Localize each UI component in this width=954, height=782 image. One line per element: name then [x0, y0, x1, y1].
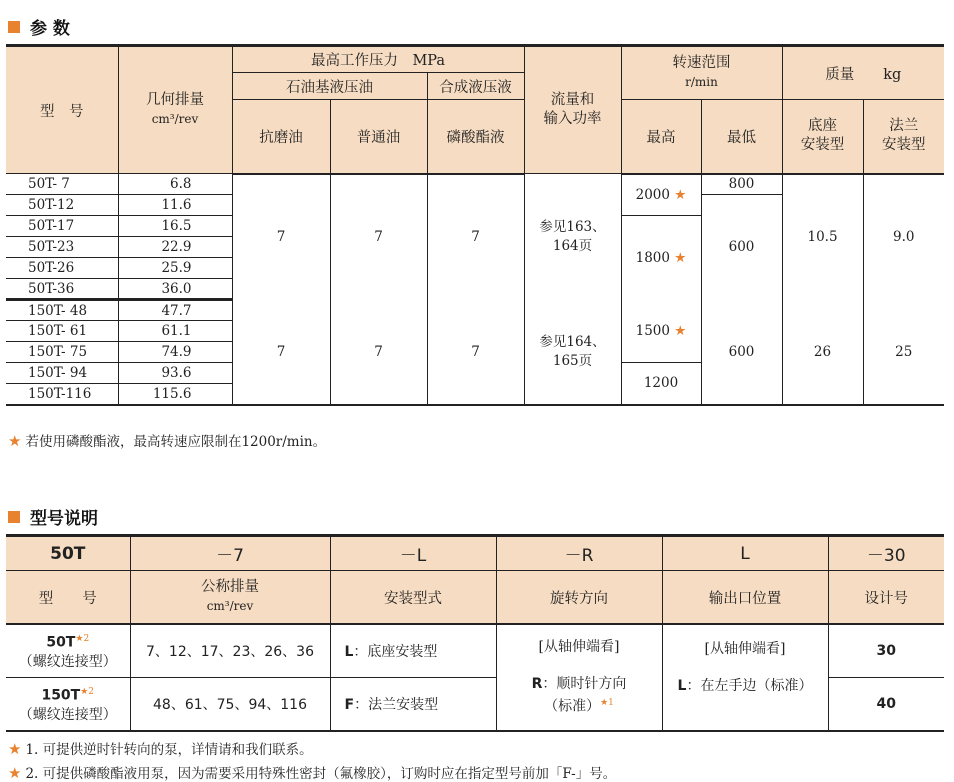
star2-icon: ★2 — [75, 634, 90, 645]
head-disp-label: 几何排量 — [146, 92, 204, 108]
head-phosphate: 磷酸酯液 — [427, 100, 524, 174]
label-disp-l2: cm³/rev — [206, 599, 254, 613]
row2-mount — [330, 678, 496, 732]
g2-base: 26 — [782, 300, 863, 405]
star2-icon: ★2 — [80, 687, 95, 698]
code-disp: －7 — [130, 536, 330, 571]
model-cell: 150T-116 — [6, 384, 118, 405]
disp-cell: 25.9 — [118, 258, 232, 279]
g2-min: 600 — [701, 300, 782, 405]
g1-min-b: 600 — [701, 195, 782, 300]
port-cell — [662, 624, 828, 731]
head-speed-unit: r/min — [685, 75, 718, 89]
params-table — [6, 44, 944, 406]
label-mount: 安装型式 — [330, 571, 496, 625]
orange-square-icon — [8, 21, 20, 33]
model-cell: 150T- 61 — [6, 321, 118, 342]
g1-max-a-value: 2000 — [635, 186, 670, 203]
g1-antiwear: 7 — [232, 174, 330, 300]
label-port: 输出口位置 — [662, 571, 828, 625]
port-view: [从轴伸端看] — [704, 641, 786, 657]
g1-flow-l1: 参见163、 — [539, 218, 606, 235]
code-mount: －L — [330, 536, 496, 571]
port-text: ：在左手边（标准） — [686, 678, 813, 694]
star-icon: ★ — [8, 432, 22, 450]
row2-model — [6, 678, 130, 732]
table-row — [6, 300, 944, 321]
code-port: L — [662, 536, 828, 571]
row2-design: 40 — [828, 678, 944, 732]
rotation-cell — [496, 624, 662, 731]
star1-icon: ★1 — [600, 698, 614, 709]
disp-cell: 93.6 — [118, 363, 232, 384]
head-flow-l1: 流量和 — [550, 92, 595, 108]
params-note-text: 若使用磷酸酯液，最高转速应限制在1200r/min。 — [25, 434, 327, 450]
row1-mount-text: ：底座安装型 — [353, 644, 438, 660]
footnote-1 — [8, 738, 313, 758]
code-rotation: －R — [496, 536, 662, 571]
params-note — [8, 430, 326, 450]
footnote-2 — [8, 762, 616, 782]
head-base-l1: 底座 — [808, 118, 838, 135]
model-cell: 150T- 75 — [6, 342, 118, 363]
label-model: 型 号 — [6, 571, 130, 625]
head-max: 最高 — [621, 100, 701, 174]
row2-model-note: （螺纹连接型） — [18, 706, 117, 723]
g2-phosphate: 7 — [427, 300, 524, 405]
head-model: 型 号 — [6, 46, 118, 174]
g1-phosphate: 7 — [427, 174, 524, 300]
head-displacement — [118, 46, 232, 174]
row2-disp: 48、61、75、94、116 — [130, 678, 330, 732]
star-icon: ★ — [674, 186, 687, 203]
g1-flow-l2: 164页 — [552, 237, 593, 254]
head-speed — [621, 46, 782, 100]
disp-cell: 115.6 — [118, 384, 232, 405]
disp-cell: 36.0 — [118, 279, 232, 300]
code-row — [6, 536, 944, 571]
g2-flange: 25 — [863, 300, 944, 405]
section-title-model — [8, 504, 98, 529]
star-icon: ★ — [8, 740, 22, 758]
code-model: 50T — [6, 536, 130, 571]
g1-max-b — [621, 216, 701, 300]
model-cell: 50T-26 — [6, 258, 118, 279]
model-cell: 50T- 7 — [6, 174, 118, 195]
row1-design: 30 — [828, 624, 944, 678]
head-flange — [863, 100, 944, 174]
head-disp-unit: cm³/rev — [151, 112, 199, 126]
row1-disp: 7、12、17、23、26、36 — [130, 624, 330, 678]
model-code-table — [6, 534, 944, 732]
g2-antiwear: 7 — [232, 300, 330, 405]
head-petroleum: 石油基液压油 — [232, 73, 427, 100]
head-speed-label: 转速范围 — [672, 55, 731, 71]
rotation-std: （标准） — [544, 698, 601, 715]
g2-max-b: 1200 — [621, 363, 701, 405]
head-flow-l2: 输入功率 — [543, 111, 602, 127]
g2-ordinary: 7 — [330, 300, 427, 405]
head-mass: 质量 kg — [782, 46, 944, 100]
table-row — [6, 174, 944, 195]
head-ordinary: 普通油 — [330, 100, 427, 174]
rotation-view: [从轴伸端看] — [538, 639, 620, 656]
disp-cell: 11.6 — [118, 195, 232, 216]
head-base-l2: 安装型 — [800, 137, 845, 154]
row2-mount-text: ：法兰安装型 — [354, 697, 439, 713]
rotation-text: ：顺时针方向 — [542, 676, 627, 693]
label-design: 设计号 — [828, 571, 944, 625]
row2-model-code: 150T — [41, 687, 81, 704]
head-synthetic: 合成液压液 — [427, 73, 524, 100]
model-cell: 150T- 48 — [6, 300, 118, 321]
g2-flow-l2: 165页 — [552, 352, 593, 369]
footnote-2-text: 2. 可提供磷酸酯液用泵，因为需要采用特殊性密封（氟橡胶），订购时应在指定型号前加「F-」号。 — [25, 766, 617, 782]
g1-base: 10.5 — [782, 174, 863, 300]
head-pressure: 最高工作压力 MPa — [232, 46, 524, 73]
label-rotation: 旋转方向 — [496, 571, 662, 625]
disp-cell: 47.7 — [118, 300, 232, 321]
row1-model-code: 50T — [46, 634, 76, 651]
section-title-text: 参 数 — [30, 19, 70, 39]
table-row — [6, 624, 944, 678]
disp-cell: 74.9 — [118, 342, 232, 363]
row2-mount-code: F — [344, 697, 355, 713]
star-icon: ★ — [8, 764, 22, 782]
star-icon: ★ — [674, 249, 687, 266]
head-flange-l1: 法兰 — [889, 118, 919, 135]
model-cell: 150T- 94 — [6, 363, 118, 384]
model-cell: 50T-12 — [6, 195, 118, 216]
row1-mount — [330, 624, 496, 678]
model-cell: 50T-36 — [6, 279, 118, 300]
orange-square-icon — [8, 511, 20, 523]
g2-max-a-value: 1500 — [635, 322, 670, 339]
g2-max-a — [621, 300, 701, 363]
g1-max-a — [621, 174, 701, 216]
disp-cell: 22.9 — [118, 237, 232, 258]
head-antiwear: 抗磨油 — [232, 100, 330, 174]
head-flange-l2: 安装型 — [882, 137, 926, 154]
model-cell: 50T-17 — [6, 216, 118, 237]
footnote-1-text: 1. 可提供逆时针转向的泵，详情请和我们联系。 — [25, 742, 313, 758]
head-min: 最低 — [701, 100, 782, 174]
rotation-code: R — [531, 676, 543, 693]
label-row — [6, 571, 944, 625]
g1-ordinary: 7 — [330, 174, 427, 300]
row1-mount-code: L — [344, 644, 354, 660]
port-code: L — [677, 678, 687, 694]
code-design: －30 — [828, 536, 944, 571]
g2-flow — [524, 300, 621, 405]
disp-cell: 6.8 — [118, 174, 232, 195]
star-icon: ★ — [674, 322, 687, 339]
head-flow — [524, 46, 621, 174]
g1-flow — [524, 174, 621, 300]
section-title-text: 型号说明 — [30, 509, 98, 529]
label-disp-l1: 公称排量 — [201, 579, 259, 595]
disp-cell: 61.1 — [118, 321, 232, 342]
g2-flow-l1: 参见164、 — [539, 333, 606, 350]
disp-cell: 16.5 — [118, 216, 232, 237]
g1-flange: 9.0 — [863, 174, 944, 300]
g1-min-a: 800 — [701, 174, 782, 195]
g1-max-b-value: 1800 — [635, 249, 670, 266]
model-cell: 50T-23 — [6, 237, 118, 258]
row1-model — [6, 624, 130, 678]
label-disp — [130, 571, 330, 625]
head-base — [782, 100, 863, 174]
row1-model-note: （螺纹连接型） — [18, 653, 117, 670]
section-title-params — [8, 14, 70, 39]
